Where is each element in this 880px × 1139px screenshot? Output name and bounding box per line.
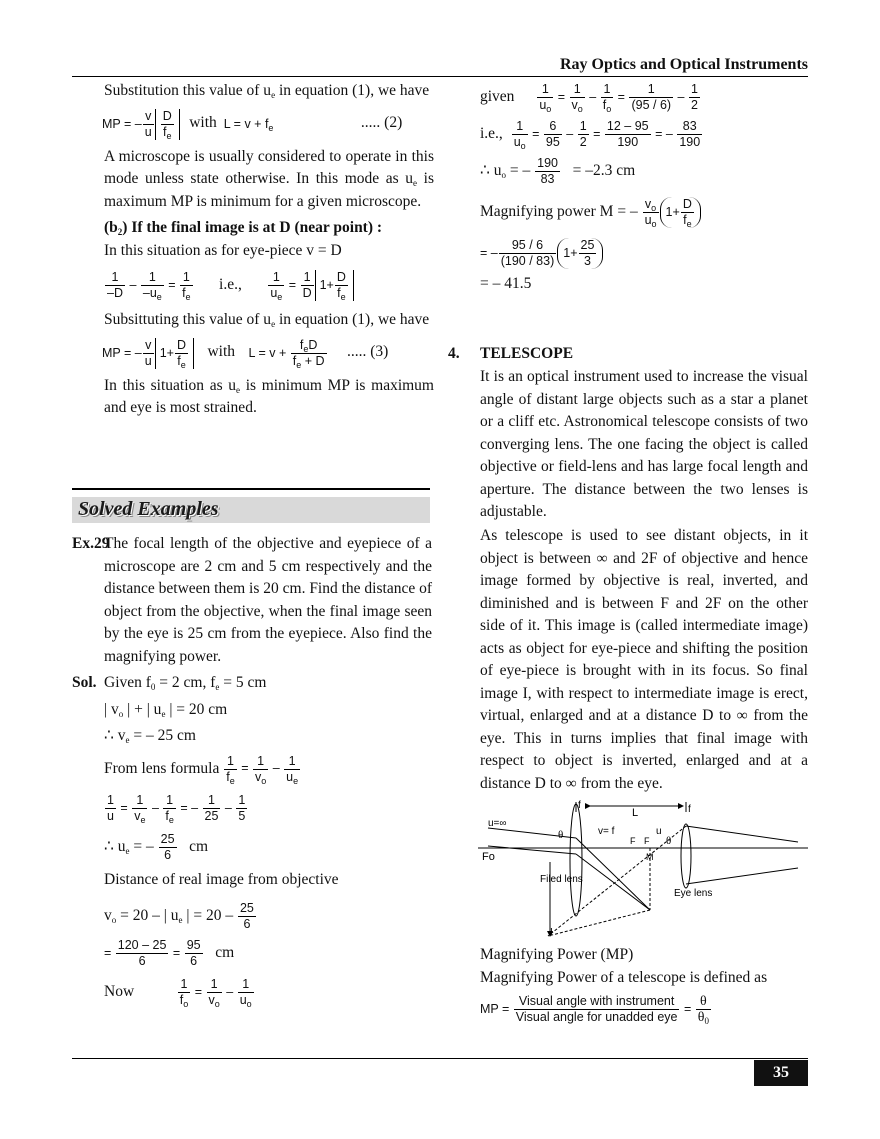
section-rule — [72, 488, 430, 490]
svg-text:f: f — [688, 804, 691, 815]
left-column — [104, 80, 434, 420]
svg-text:F: F — [644, 836, 650, 846]
page-number: 35 — [754, 1060, 808, 1086]
solved-examples-title: Solved Examples — [78, 498, 219, 520]
svg-text:M: M — [646, 852, 654, 862]
paragraph: Subsittuting this value of $u_e$ in equation (1), we have — [104, 311, 430, 329]
svg-text:L: L — [632, 807, 639, 819]
svg-text:Filed lens: Filed lens — [540, 874, 583, 885]
example-label: Ex.29 — [72, 535, 110, 552]
subheading: $(b_2)$ If the final image is at D (near point) : — [104, 219, 383, 237]
right-column-top: given $\frac{1}{u_o}$ = $\frac{1}{v_o}$ – $\frac{1}{f_o}$ = $\frac{1}{(95 / 6)}$ – $\frac{1}{2}$ i.e., $\frac{1}{u_o}$ = $\frac{6}{95}$ – $\frac{1}{2}$ = $\frac{12 - 95}{190}$ = – $\frac{83}{190}$ ∴ $u_o$ = – $\frac{190}{83}$ = –2.3 cm Magnifying power M = – $\frac{v_o}{u_o}$ 1+ $\frac{D}{f_e}$ = – $\frac{95 / 6}{(190 / 83)}$ 1+ $\frac{25}{3}$ = – 41.5 — [480, 82, 701, 292]
solution-label: Sol. — [72, 674, 97, 691]
mp-formula: MP = $\frac{\text{Visual angle with instrument}}{\text{Visual angle for unadded eye}}$ = $\frac{\theta}{\theta_0}$ — [480, 994, 709, 1026]
paragraph: A microscope is usually considered to operate in this mode unless state otherwise. In this mode as $u_e$ is maximum MP is minimum for a given microscope. — [104, 147, 434, 210]
svg-text:θ: θ — [666, 835, 672, 847]
svg-text:Fo: Fo — [482, 851, 495, 863]
equation-3: MP = – $\frac{v}{u}$ 1+ $\frac{D}{f_e}$ with L = v + $\frac{f_eD}{f_e + D}$ ..... (3) — [102, 337, 389, 370]
telescope-paragraph-2: As telescope is used to see distant objects, in it object is between ∞ and 2F of objective and hence image formed by objective is real, inverted, and diminished and is between F and 2F on the other side of it. This image is (called intermediate image) acts as object for eye-piece and shifting the position of eye-piece is brought with in its focus. So final image I, with respect to intermediate image is erect, virtual, enlarged and at a distance D to ∞ from the eye. This in turns implies that final image with respect to object is inverted, enlarged and at a distance D to ∞ from the eye. — [480, 527, 808, 792]
svg-text:u: u — [656, 826, 662, 837]
example-text: The focal length of the objective and eyepiece of a microscope are 2 cm and 5 cm respectively and the distance between them is 20 cm. Find the distance of object from the objective, when the final image seen by the eye is 25 cm from the eyepiece. Also find the magnifying power. — [104, 535, 432, 665]
header-rule — [72, 76, 808, 77]
svg-text:v= f: v= f — [598, 826, 615, 837]
svg-text:u=∞: u=∞ — [488, 818, 507, 829]
svg-text:I: I — [550, 927, 553, 938]
section-title: TELESCOPE — [480, 345, 574, 362]
equation-ie: $\frac{1}{-D}$ – $\frac{1}{-u_e}$ = $\frac{1}{f_e}$ i.e., $\frac{1}{u_e}$ = $\frac{1}{D}$ 1+ $\frac{D}{f_e}$ — [104, 270, 434, 301]
solution: Given $f_0 = 2$ cm, $f_e = 5$ cm | $v_o$ | + | $u_e$ | = 20 cm ∴ $v_e$ = – 25 cm From lens formula $\frac{1}{f_e}$ = $\frac{1}{v_o}$ – $\frac{1}{u_e}$ $\frac{1}{u}$ = $\frac{1}{v_e}$ – $\frac{1}{f_e}$ = – $\frac{1}{25}$ – $\frac{1}{5}$ ∴ $u_e$ = – $\frac{25}{6}$ cm Distance of real image from objective $v_o = 20$ – | $u_e$ | = 20 – $\frac{25}{6}$ = $\frac{120 - 25}{6}$ = $\frac{95}{6}$ cm Now $\frac{1}{f_o}$ = $\frac{1}{v_o}$ – $\frac{1}{u_o}$ — [104, 674, 339, 1009]
svg-text:f: f — [578, 800, 581, 811]
footer-rule — [72, 1058, 808, 1059]
equation-2: MP = – $\frac{v}{u}$ $\frac{D}{f_e}$ with $L = v + f_e$ ..... (2) — [102, 108, 403, 141]
objective-lens — [570, 804, 582, 916]
svg-text:F: F — [630, 836, 636, 846]
telescope-diagram — [478, 798, 808, 940]
running-header: Ray Optics and Optical Instruments — [559, 56, 808, 73]
paragraph: Substitution this value of $u_e$ in equation (1), we have — [104, 82, 430, 100]
eye-lens — [681, 824, 691, 888]
mp-title: Magnifying Power (MP) — [480, 946, 634, 963]
mp-definition: Magnifying Power of a telescope is defined as — [480, 969, 768, 986]
svg-text:Eye lens: Eye lens — [674, 888, 713, 899]
section-number: 4. — [448, 345, 460, 362]
svg-text:θ: θ — [558, 829, 564, 841]
paragraph: In this situation as $u_e$ is minimum MP is maximum and eye is most strained. — [104, 376, 434, 416]
paragraph: In this situation as for eye-piece v = D — [104, 241, 342, 259]
telescope-paragraph-1: It is an optical instrument used to increase the visual angle of distant large objects such as a star a planet or a cliff etc. Astronomical telescope consists of two converging lens. The one facing the object is called objective or field-lens and has large focal length and aperture. The distance between the two lenses is adjustable. — [480, 368, 808, 520]
